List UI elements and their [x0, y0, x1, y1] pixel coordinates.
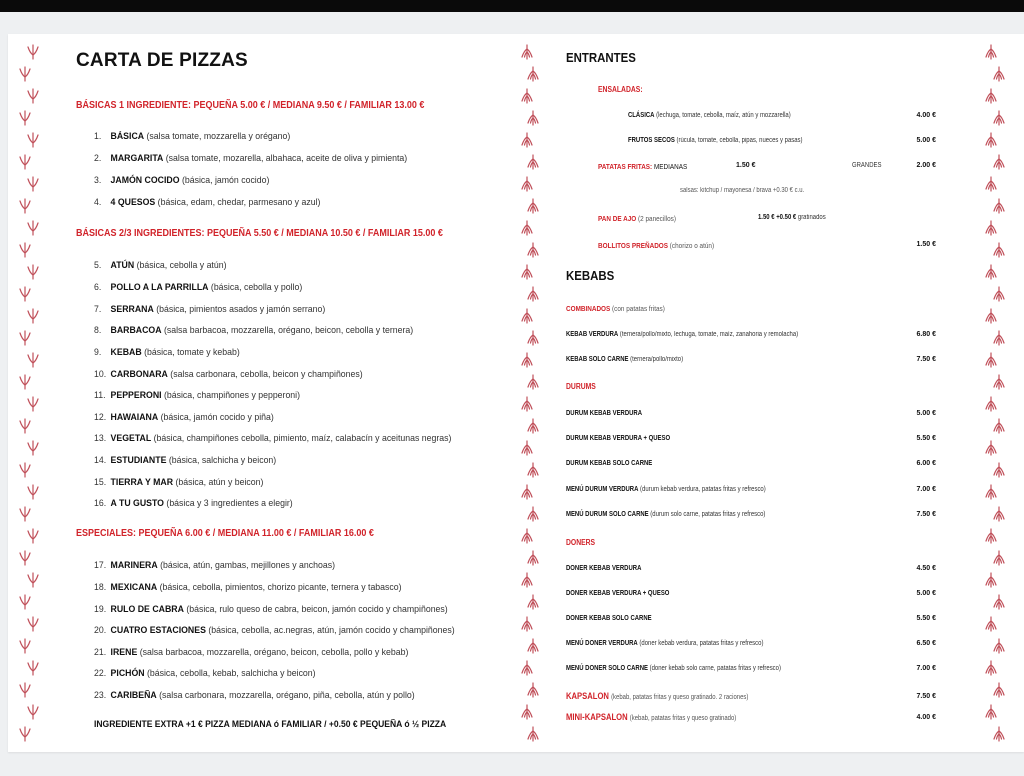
pizza-name: KEBAB	[110, 347, 142, 358]
arrow-up-branch-icon	[526, 330, 540, 346]
size-grandes: GRANDES	[852, 162, 882, 169]
pizza-desc: (básica, atún y beicon)	[175, 477, 264, 488]
arrow-up-branch-icon	[984, 440, 998, 456]
arrow-down-branch-icon	[26, 44, 40, 60]
arrow-down-branch-icon	[18, 550, 32, 566]
arrow-up-branch-icon	[520, 220, 534, 236]
item-price: 4.00 €	[916, 112, 936, 119]
item-price: 4.00 €	[916, 714, 936, 721]
pizza-desc: (básica, jamón cocido)	[181, 175, 270, 186]
pizza-item	[94, 668, 316, 679]
item-price: 5.00 €	[916, 137, 936, 144]
arrow-down-branch-icon	[18, 242, 32, 258]
item-price: 5.50 €	[916, 615, 936, 622]
pizza-item	[94, 347, 240, 358]
pizza-number: 2.	[94, 153, 102, 164]
durums-label: DURUMS	[566, 382, 596, 391]
menu-item	[566, 435, 670, 442]
pizza-number: 21.	[94, 647, 107, 658]
item-price: 5.00 €	[916, 410, 936, 417]
size-medianas: MEDIANAS	[653, 162, 688, 171]
arrow-up-branch-icon	[520, 660, 534, 676]
bollitos-label: BOLLITOS PREÑADOS	[598, 241, 669, 250]
arrow-up-branch-icon	[520, 528, 534, 544]
item-name: FRUTOS SECOS	[628, 137, 675, 144]
arrow-up-branch-icon	[984, 264, 998, 280]
pizza-item	[94, 304, 325, 315]
item-name: MENÚ DONER SOLO CARNE	[566, 665, 648, 672]
pizza-number: 10.	[94, 369, 107, 380]
arrow-down-branch-icon	[26, 352, 40, 368]
section-heading-especiales: ESPECIALES: PEQUEÑA 6.00 € / MEDIANA 11.00 € / FAMILIAR 16.00 €	[76, 528, 374, 539]
pizza-desc: (salsa carbonara, cebolla, beicon y champiñones)	[170, 369, 363, 380]
patatas-label: PATATAS FRITAS:	[598, 162, 653, 171]
menu-item	[566, 640, 763, 647]
item-price: 6.00 €	[916, 460, 936, 467]
pizza-desc: (básica, cebolla, pimientos, chorizo picante, ternera y tabasco)	[159, 582, 402, 593]
pizza-name: MARINERA	[110, 560, 158, 571]
arrow-up-branch-icon	[992, 462, 1006, 478]
arrow-down-branch-icon	[18, 374, 32, 390]
pizza-number: 15.	[94, 477, 107, 488]
item-desc: (durum solo carne, patatas fritas y refresco)	[650, 511, 766, 518]
arrow-up-branch-icon	[984, 616, 998, 632]
arrow-down-branch-icon	[18, 154, 32, 170]
arrow-up-branch-icon	[526, 682, 540, 698]
pizza-desc: (básica y 3 ingredientes a elegir)	[166, 498, 293, 509]
pizza-item	[94, 175, 269, 186]
arrow-up-branch-icon	[992, 418, 1006, 434]
pizza-number: 17.	[94, 560, 107, 571]
pizza-number: 18.	[94, 582, 107, 593]
pizza-item	[94, 369, 363, 380]
arrow-up-branch-icon	[984, 660, 998, 676]
pizza-name: POLLO A LA PARRILLA	[110, 282, 209, 293]
arrow-down-branch-icon	[26, 704, 40, 720]
kapsalon-desc: (kebab, patatas fritas y queso gratinado. 2 raciones)	[611, 694, 749, 701]
menu-item	[566, 486, 766, 493]
arrow-down-branch-icon	[26, 616, 40, 632]
menu-item	[566, 615, 652, 622]
arrow-up-branch-icon	[526, 110, 540, 126]
arrow-up-branch-icon	[520, 44, 534, 60]
mini-kapsalon-label: MINI-KAPSALON	[566, 712, 628, 722]
arrow-up-branch-icon	[526, 66, 540, 82]
pizza-desc: (salsa barbacoa, mozzarella, orégano, beicon, cebolla y ternera)	[163, 325, 414, 336]
arrow-down-branch-icon	[26, 528, 40, 544]
arrow-up-branch-icon	[992, 638, 1006, 654]
pan-de-ajo-desc: (2 panecillos)	[638, 214, 676, 223]
pizza-desc: (básica, jamón cocido y piña)	[160, 412, 274, 423]
doners-label: DONERS	[566, 538, 596, 547]
arrow-up-branch-icon	[526, 638, 540, 654]
arrow-up-branch-icon	[526, 594, 540, 610]
arrow-up-branch-icon	[520, 88, 534, 104]
menu-item	[566, 511, 765, 518]
pizza-item	[94, 412, 274, 423]
pizza-number: 11.	[94, 390, 106, 401]
pizza-number: 7.	[94, 304, 102, 315]
menu-item	[566, 590, 669, 597]
menu-item	[566, 410, 642, 417]
arrow-down-branch-icon	[26, 440, 40, 456]
item-desc: (ternera/pollo/mixto, lechuga, tomate, maíz, zanahoria y remolacha)	[619, 331, 799, 338]
arrow-up-branch-icon	[992, 330, 1006, 346]
pizza-desc: (salsa tomate, mozzarella y orégano)	[146, 131, 291, 142]
item-desc: (rúcula, tomate, cebolla, pipas, nueces y pasas)	[676, 137, 803, 144]
arrow-up-branch-icon	[992, 374, 1006, 390]
pizza-number: 1.	[94, 131, 102, 142]
arrow-up-branch-icon	[984, 220, 998, 236]
pizza-item	[94, 647, 408, 658]
item-name: DONER KEBAB VERDURA + QUESO	[566, 590, 670, 597]
arrow-up-branch-icon	[984, 704, 998, 720]
menu-item	[566, 460, 652, 467]
arrow-up-branch-icon	[520, 440, 534, 456]
arrow-down-branch-icon	[26, 264, 40, 280]
pizza-number: 16.	[94, 498, 107, 509]
pizza-desc: (básica, champiñones cebolla, pimiento, maíz, calabacín y aceitunas negras)	[153, 433, 452, 444]
kapsalon-label: KAPSALON	[566, 691, 609, 701]
item-name: MENÚ DURUM SOLO CARNE	[566, 511, 649, 518]
pizza-item	[94, 433, 451, 444]
arrow-down-branch-icon	[18, 286, 32, 302]
pizza-desc: (básica, salchicha y beicon)	[168, 455, 277, 466]
arrow-down-branch-icon	[18, 594, 32, 610]
arrow-down-branch-icon	[26, 572, 40, 588]
arrow-up-branch-icon	[520, 132, 534, 148]
pizza-desc: (básica, tomate y kebab)	[144, 347, 240, 358]
entrantes-title: ENTRANTES	[566, 50, 636, 65]
arrow-down-branch-icon	[26, 396, 40, 412]
arrow-up-branch-icon	[984, 44, 998, 60]
arrow-up-branch-icon	[984, 352, 998, 368]
menu-item	[628, 112, 791, 119]
arrow-up-branch-icon	[520, 616, 534, 632]
arrow-up-branch-icon	[984, 572, 998, 588]
salsas-note: salsas: kitchup / mayonesa / brava +0.30 € c.u.	[680, 187, 805, 194]
pizza-item	[94, 260, 227, 271]
arrow-up-branch-icon	[526, 154, 540, 170]
pan-de-ajo-price	[758, 214, 826, 221]
pizza-number: 8.	[94, 325, 102, 336]
pizza-item	[94, 582, 402, 593]
arrow-up-branch-icon	[526, 198, 540, 214]
pan-de-ajo-label: PAN DE AJO	[598, 214, 637, 223]
arrow-up-branch-icon	[526, 286, 540, 302]
item-price: 7.00 €	[916, 486, 936, 493]
pizza-name: 4 QUESOS	[110, 197, 156, 208]
pizza-number: 19.	[94, 604, 107, 615]
pizza-desc: (básica, atún, gambas, mejillones y anchoas)	[160, 560, 335, 571]
pizza-name: PICHÓN	[110, 668, 145, 679]
arrow-up-branch-icon	[992, 506, 1006, 522]
combinados-label: COMBINADOS	[566, 304, 611, 313]
pizza-item	[94, 498, 293, 509]
item-name: CLÁSICA	[628, 112, 655, 119]
arrow-up-branch-icon	[984, 396, 998, 412]
pizza-desc: (salsa carbonara, mozzarella, orégano, piña, cebolla, atún y pollo)	[159, 690, 415, 701]
arrow-down-branch-icon	[18, 506, 32, 522]
pizza-item	[94, 690, 415, 701]
pizza-number: 13.	[94, 433, 107, 444]
item-price: 6.80 €	[916, 331, 936, 338]
pizza-name: JAMÓN COCIDO	[110, 175, 180, 186]
item-name: KEBAB VERDURA	[566, 331, 619, 338]
item-name: DURUM KEBAB SOLO CARNE	[566, 460, 653, 467]
arrow-down-branch-icon	[26, 176, 40, 192]
pizza-number: 23.	[94, 690, 107, 701]
arrow-down-branch-icon	[18, 638, 32, 654]
pizza-item	[94, 197, 320, 208]
arrow-down-branch-icon	[26, 220, 40, 236]
arrow-down-branch-icon	[26, 308, 40, 324]
item-name: DURUM KEBAB VERDURA	[566, 410, 643, 417]
arrow-down-branch-icon	[26, 484, 40, 500]
price-note: gratinados	[797, 214, 826, 221]
pizza-name: SERRANA	[110, 304, 154, 315]
arrow-up-branch-icon	[984, 132, 998, 148]
page-title: CARTA DE PIZZAS	[76, 50, 248, 71]
pizza-desc: (básica, edam, chedar, parmesano y azul)	[157, 197, 321, 208]
pizza-item	[94, 625, 455, 636]
price-medianas: 1.50 €	[736, 162, 756, 169]
arrow-up-branch-icon	[992, 726, 1006, 742]
pizza-number: 12.	[94, 412, 107, 423]
arrow-up-branch-icon	[520, 264, 534, 280]
pizza-desc: (salsa tomate, mozarella, albahaca, aceite de oliva y pimienta)	[165, 153, 408, 164]
menu-item	[628, 137, 803, 144]
arrow-up-branch-icon	[984, 484, 998, 500]
top-bar	[0, 0, 1024, 12]
arrow-up-branch-icon	[520, 704, 534, 720]
kapsalon-row	[566, 691, 748, 701]
pizza-name: TIERRA Y MAR	[110, 477, 174, 488]
pizza-item	[94, 153, 407, 164]
arrow-down-branch-icon	[18, 66, 32, 82]
pizza-name: ATÚN	[110, 260, 135, 271]
pizza-name: HAWAIANA	[110, 412, 159, 423]
pizza-desc: (básica, cebolla y atún)	[136, 260, 227, 271]
pizza-name: MEXICANA	[110, 582, 158, 593]
arrow-down-branch-icon	[18, 198, 32, 214]
item-desc: (durum kebab verdura, patatas fritas y refresco)	[640, 486, 766, 493]
arrow-up-branch-icon	[984, 308, 998, 324]
pizza-item	[94, 560, 335, 571]
pizza-item	[94, 282, 302, 293]
pizza-name: BARBACOA	[110, 325, 162, 336]
arrow-up-branch-icon	[992, 682, 1006, 698]
arrow-up-branch-icon	[520, 308, 534, 324]
item-price: 7.00 €	[916, 665, 936, 672]
pizza-number: 6.	[94, 282, 102, 293]
price-grandes: 2.00 €	[916, 162, 936, 169]
pizza-name: ESTUDIANTE	[110, 455, 167, 466]
arrow-up-branch-icon	[984, 88, 998, 104]
pizza-item	[94, 455, 276, 466]
item-name: KEBAB SOLO CARNE	[566, 356, 629, 363]
mini-kapsalon-desc: (kebab, patatas fritas y queso gratinado)	[629, 715, 737, 722]
pizza-desc: (básica, pimientos asados y jamón serrano)	[156, 304, 326, 315]
pizza-number: 3.	[94, 175, 102, 186]
item-price: 6.50 €	[916, 640, 936, 647]
pizza-desc: (básica, cebolla, ac.negras, atún, jamón cocido y champiñones)	[208, 625, 455, 636]
pizza-number: 20.	[94, 625, 107, 636]
pizza-item	[94, 390, 300, 401]
pizza-name: CUATRO ESTACIONES	[110, 625, 206, 636]
arrow-up-branch-icon	[520, 484, 534, 500]
section-heading-basicas-1: BÁSICAS 1 INGREDIENTE: PEQUEÑA 5.00 € / MEDIANA 9.50 € / FAMILIAR 13.00 €	[76, 100, 425, 111]
pizza-item	[94, 131, 290, 142]
arrow-down-branch-icon	[18, 418, 32, 434]
arrow-up-branch-icon	[992, 66, 1006, 82]
arrow-up-branch-icon	[526, 506, 540, 522]
patatas-fritas-row	[598, 162, 687, 171]
combinados-row	[566, 304, 665, 313]
arrow-up-branch-icon	[526, 550, 540, 566]
arrow-down-branch-icon	[26, 660, 40, 676]
bollitos-row	[598, 241, 714, 250]
pizza-desc: (salsa barbacoa, mozzarella, orégano, beicon, cebolla, pollo y kebab)	[139, 647, 409, 658]
pizza-item	[94, 325, 413, 336]
pizza-name: CARIBEÑA	[110, 690, 157, 701]
pizza-name: RULO DE CABRA	[110, 604, 184, 615]
pizza-desc: (básica, champiñones y pepperoni)	[163, 390, 301, 401]
arrow-up-branch-icon	[992, 286, 1006, 302]
arrow-up-branch-icon	[992, 198, 1006, 214]
item-price: 5.00 €	[916, 590, 936, 597]
item-desc: (doner kebab verdura, patatas fritas y refresco)	[639, 640, 764, 647]
item-name: DONER KEBAB SOLO CARNE	[566, 615, 652, 622]
arrow-up-branch-icon	[984, 528, 998, 544]
pizza-number: 9.	[94, 347, 102, 358]
menu-page	[8, 34, 1024, 752]
arrow-up-branch-icon	[992, 594, 1006, 610]
arrow-up-branch-icon	[992, 110, 1006, 126]
arrow-down-branch-icon	[18, 110, 32, 126]
section-heading-basicas-2-3: BÁSICAS 2/3 INGREDIENTES: PEQUEÑA 5.50 € / MEDIANA 10.50 € / FAMILIAR 15.00 €	[76, 228, 443, 239]
arrow-down-branch-icon	[26, 88, 40, 104]
pizza-item	[94, 477, 263, 488]
item-price: 4.50 €	[916, 565, 936, 572]
item-price: 1.50 €	[916, 241, 936, 248]
menu-item	[566, 356, 683, 363]
item-price: 7.50 €	[916, 511, 936, 518]
pizza-desc: (básica, rulo queso de cabra, beicon, jamón cocido y champiñones)	[186, 604, 448, 615]
arrow-down-branch-icon	[18, 726, 32, 742]
kebabs-title: KEBABS	[566, 268, 615, 283]
pizza-name: VEGETAL	[110, 433, 152, 444]
arrow-up-branch-icon	[520, 176, 534, 192]
item-name: MENÚ DURUM VERDURA	[566, 486, 639, 493]
arrow-up-branch-icon	[992, 154, 1006, 170]
arrow-down-branch-icon	[18, 682, 32, 698]
arrow-up-branch-icon	[526, 242, 540, 258]
menu-item	[566, 665, 781, 672]
item-name: MENÚ DONER VERDURA	[566, 640, 638, 647]
pizza-name: MARGARITA	[110, 153, 164, 164]
pizza-item	[94, 604, 448, 615]
pizza-number: 5.	[94, 260, 102, 271]
arrow-up-branch-icon	[526, 462, 540, 478]
arrow-up-branch-icon	[520, 396, 534, 412]
arrow-down-branch-icon	[18, 330, 32, 346]
bollitos-desc: (chorizo o atún)	[669, 241, 715, 250]
arrow-up-branch-icon	[526, 374, 540, 390]
item-desc: (lechuga, tomate, cebolla, maíz, atún y mozzarella)	[656, 112, 791, 119]
arrow-up-branch-icon	[992, 550, 1006, 566]
arrow-down-branch-icon	[18, 462, 32, 478]
arrow-up-branch-icon	[526, 418, 540, 434]
arrow-up-branch-icon	[984, 176, 998, 192]
combinados-desc: (con patatas fritas)	[612, 304, 665, 313]
pizza-number: 4.	[94, 197, 102, 208]
item-desc: (doner kebab solo carne, patatas fritas y refresco)	[649, 665, 781, 672]
pizza-name: IRENE	[110, 647, 138, 658]
arrow-up-branch-icon	[520, 572, 534, 588]
pizza-number: 14.	[94, 455, 107, 466]
pizza-name: CARBONARA	[110, 369, 168, 380]
arrow-up-branch-icon	[992, 242, 1006, 258]
pizza-name: BÁSICA	[110, 131, 145, 142]
pan-de-ajo-row	[598, 214, 676, 223]
item-price: 7.50 €	[916, 356, 936, 363]
mini-kapsalon-row	[566, 712, 736, 722]
item-price: 5.50 €	[916, 435, 936, 442]
price: 1.50 € +0.50 €	[758, 214, 797, 221]
item-name: DURUM KEBAB VERDURA + QUESO	[566, 435, 671, 442]
arrow-up-branch-icon	[520, 352, 534, 368]
arrow-up-branch-icon	[526, 726, 540, 742]
pizza-name: PEPPERONI	[110, 390, 162, 401]
pizza-number: 22.	[94, 668, 107, 679]
item-price: 7.50 €	[916, 693, 936, 700]
arrow-down-branch-icon	[26, 132, 40, 148]
pizza-name: A TU GUSTO	[110, 498, 164, 509]
menu-item	[566, 331, 798, 338]
menu-item	[566, 565, 641, 572]
item-desc: (ternera/pollo/mixto)	[630, 356, 684, 363]
item-name: DONER KEBAB VERDURA	[566, 565, 642, 572]
ensaladas-label: ENSALADAS:	[598, 85, 643, 94]
extra-ingredient-note: INGREDIENTE EXTRA +1 € PIZZA MEDIANA ó FAMILIAR / +0.50 € PEQUEÑA ó ½ PIZZA	[94, 719, 447, 730]
pizza-desc: (básica, cebolla, kebab, salchicha y beicon)	[146, 668, 316, 679]
pizza-desc: (básica, cebolla y pollo)	[210, 282, 303, 293]
